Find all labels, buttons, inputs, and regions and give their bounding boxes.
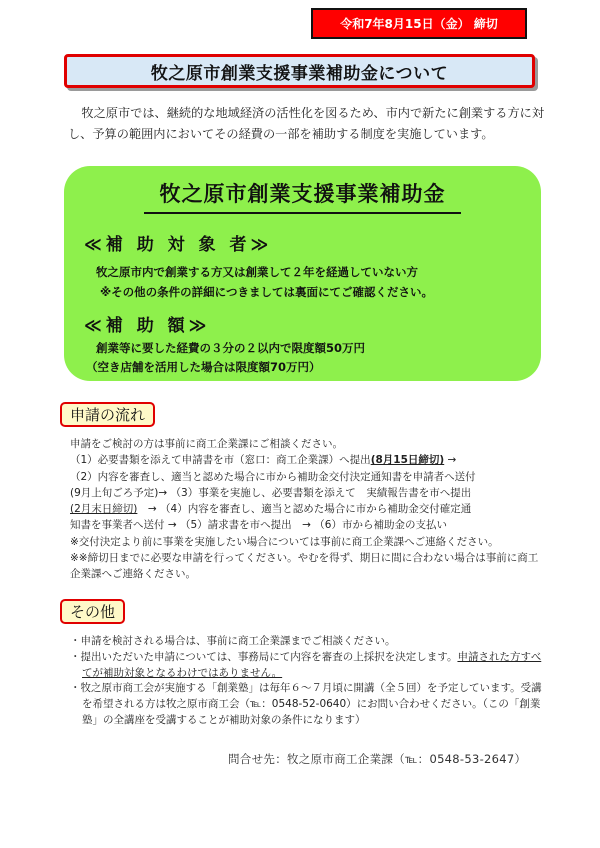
report-deadline: (2月末日締切)	[70, 503, 138, 516]
flow-step-4: → （4）内容を審査し、適当と認めた場合に市から補助金交付確定通	[137, 503, 472, 516]
target-heading: ≪補 助 対 象 者≫	[84, 235, 273, 255]
other-heading: その他	[60, 599, 125, 624]
flow-line: （2）内容を審査し、適当と認めた場合に市から補助金交付決定通知書を申請者へ送付	[70, 470, 476, 483]
flow-line: (9月上旬ごろ予定)→ （3）事業を実施し、必要書類を添えて 実績報告書を市へ提出	[70, 486, 472, 499]
target-line-1: 牧之原市内で創業する方又は創業して２年を経過していない方	[96, 265, 418, 279]
flow-heading: 申請の流れ	[60, 402, 155, 427]
flow-line	[70, 452, 545, 468]
page-title: 牧之原市創業支援事業補助金について	[64, 54, 535, 88]
amount-line-2: （空き店舗を活用した場合は限度額70万円）	[86, 360, 321, 374]
box-title-underline	[144, 212, 461, 214]
other-notes	[70, 634, 546, 729]
subsidy-summary-box	[64, 166, 541, 381]
flow-arrow: →	[444, 454, 457, 467]
contact-info: 問合せ先：牧之原市商工企業課（℡：0548-53-2647）	[228, 752, 527, 766]
box-title: 牧之原市創業支援事業補助金	[159, 182, 446, 206]
other-item-text: ・提出いただいた申請については、事務局にて内容を審査の上採択を決定します。	[70, 650, 458, 663]
target-line-2: ※その他の条件の詳細につきましては裏面にてご確認ください。	[100, 285, 433, 299]
intro-paragraph: 牧之原市では、継続的な地域経済の活性化を図るため、市内で新たに創業する方に対し、予算の範囲内においてその経費の一部を補助する制度を実施しています。	[68, 106, 545, 141]
flow-line: 申請をご検討の方は事前に商工企業課にご相談ください。	[70, 438, 343, 450]
other-item	[70, 650, 546, 682]
flow-note: ※※締切日までに必要な申請を行ってください。やむを得ず、期日に間に合わない場合は事前に商工企業課へご連絡ください。	[70, 552, 539, 581]
submit-deadline: (8月15日締切)	[370, 454, 445, 467]
flow-step-1: （1）必要書類を添えて申請書を市（窓口：商工企業課）へ提出	[70, 454, 371, 467]
other-item: ・申請を検討される場合は、事前に商工企業課までご相談ください。	[70, 635, 396, 647]
deadline-badge: 令和7年8月15日（金） 締切	[311, 8, 527, 39]
amount-line-1: 創業等に要した経費の３分の２以内で限度額50万円	[96, 341, 366, 355]
flow-line: 知書を事業者へ送付 → （5）請求書を市へ提出 → （6）市から補助金の支払い	[70, 519, 447, 532]
other-item: ・牧之原市商工会が実施する「創業塾」は毎年６～７月頃に開講（全５回）を予定しています。受講を希望される方は牧之原市商工会（℡：0548-52-0640）にお問い合わせください。（この「創業塾」の全講座を受講することが補助対象の条件になります）	[70, 682, 542, 726]
other-item-underlined: 申請された方すべてが補助対象となるわけではありません。	[82, 650, 542, 679]
flow-note: ※交付決定より前に事業を実施したい場合については事前に商工企業課へご連絡ください。	[70, 535, 499, 548]
application-flow	[70, 436, 545, 583]
amount-heading: ≪補 助 額≫	[84, 316, 211, 336]
flow-line	[70, 501, 545, 517]
